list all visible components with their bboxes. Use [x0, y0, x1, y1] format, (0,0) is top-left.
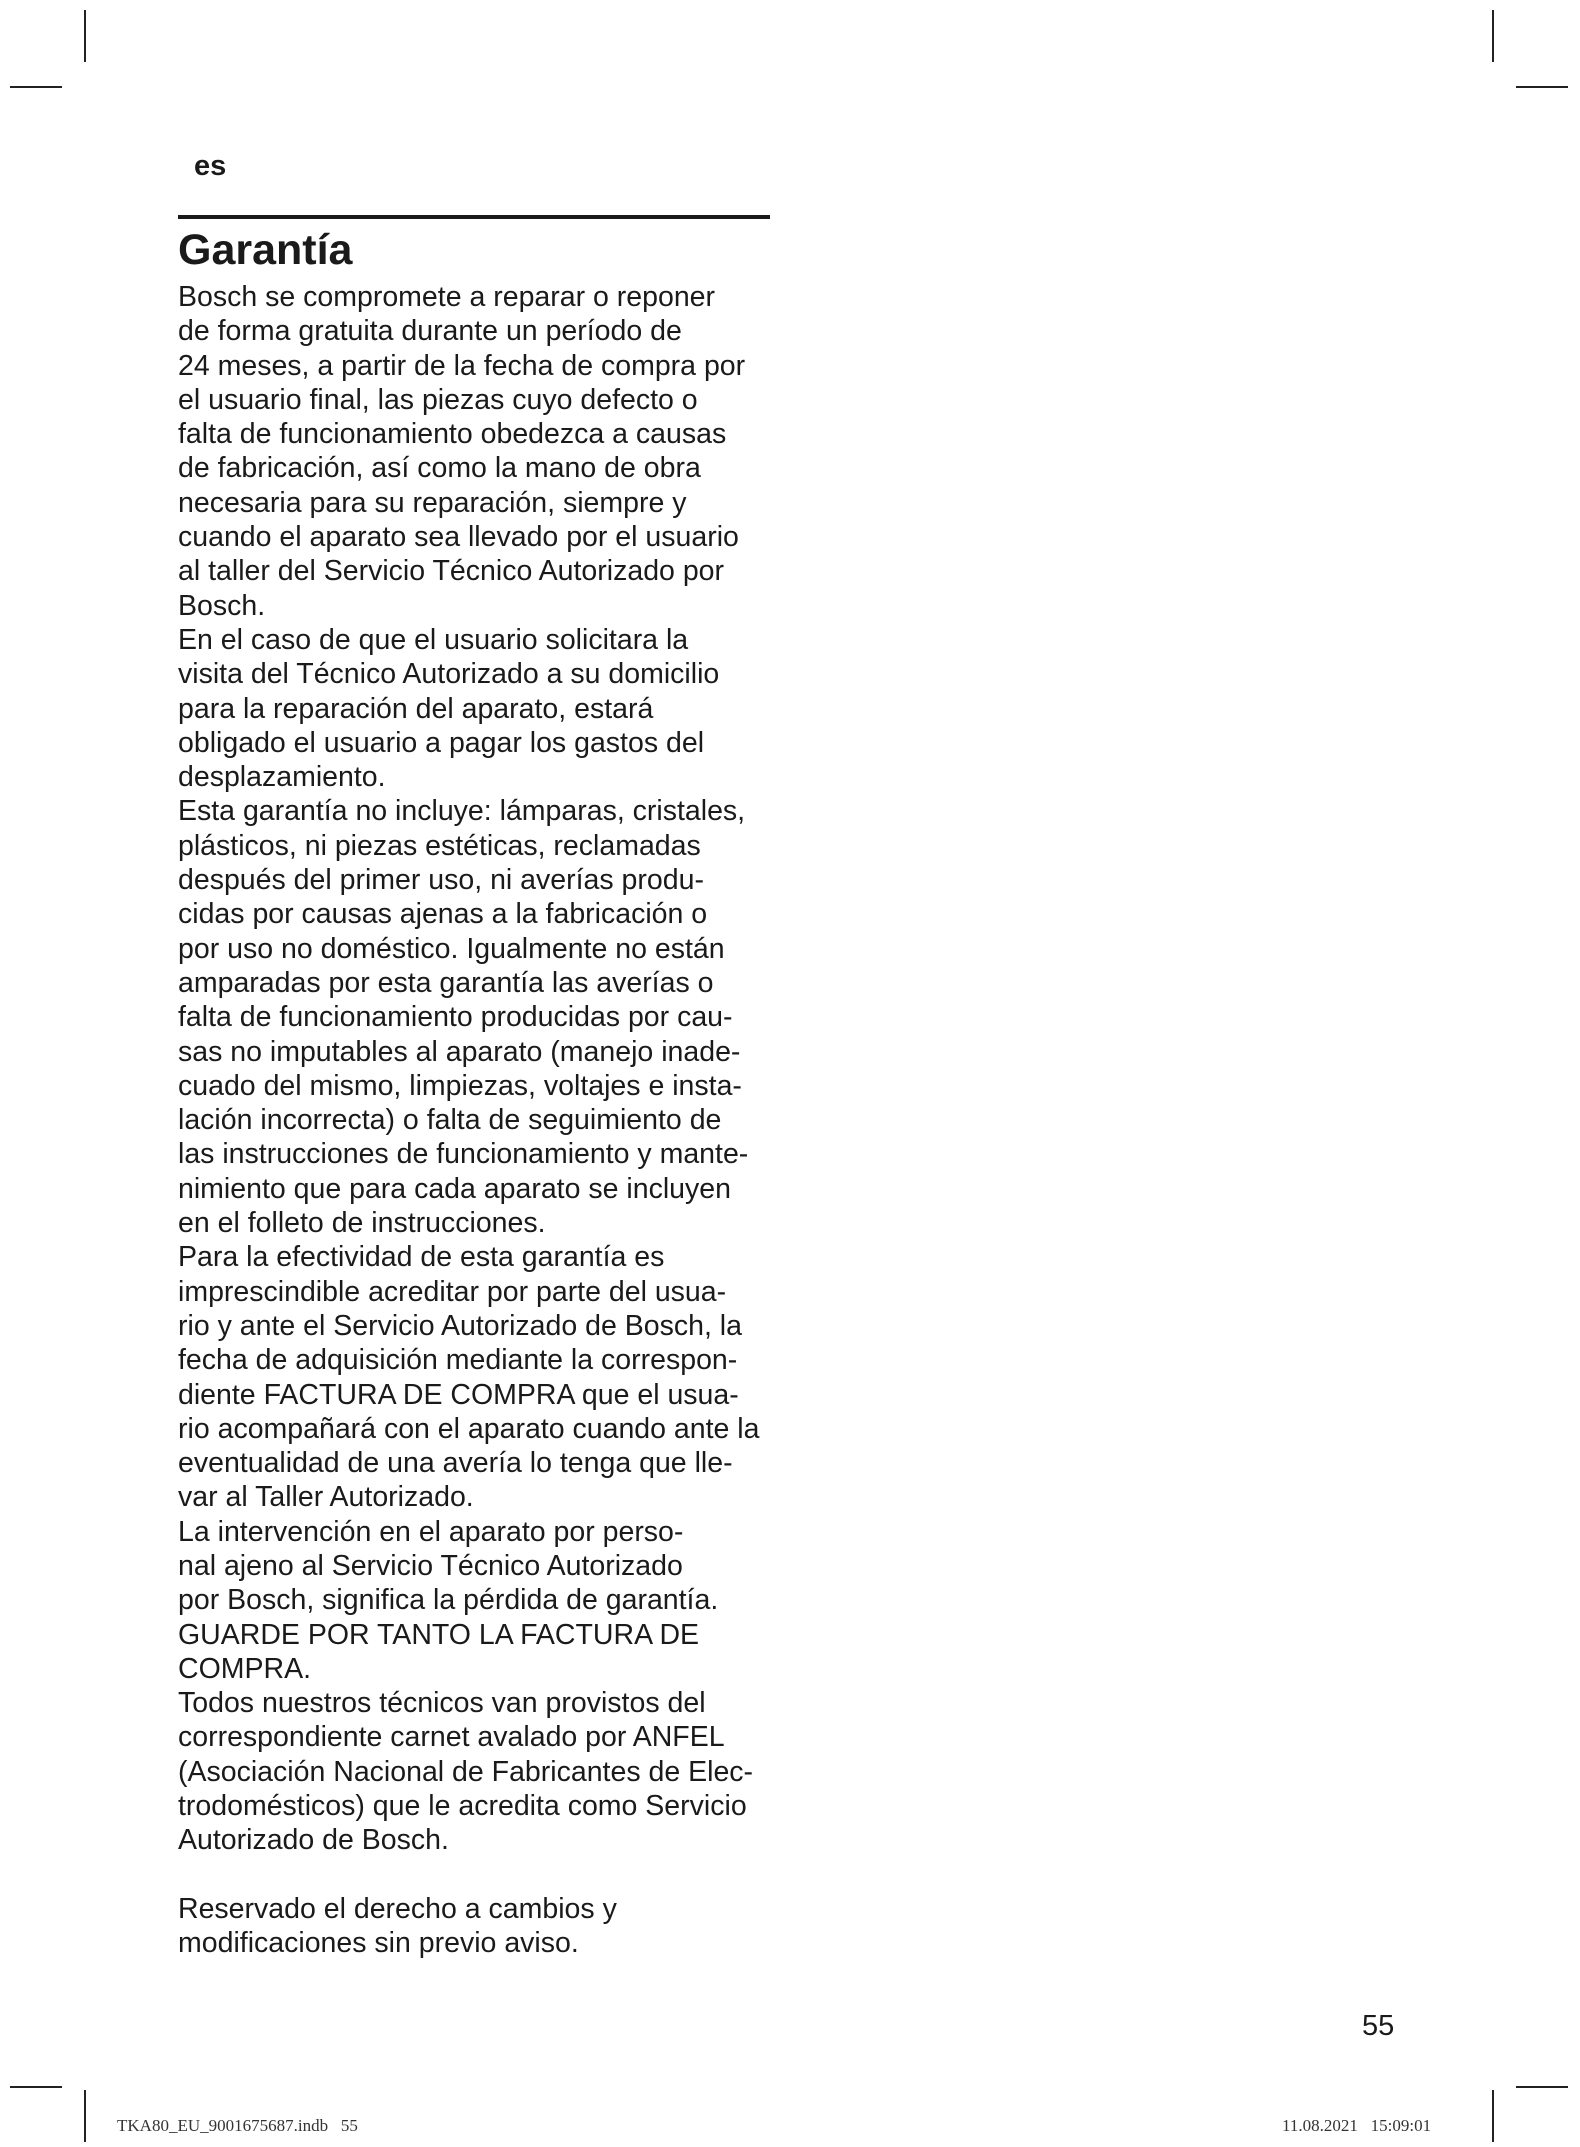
warranty-body [178, 280, 788, 1960]
paragraph-home-visit: En el caso de que el usuario solicitara la visita del Técnico Autorizado a su domicilio para la reparación del aparato, estará obligado el usuario a pagar los gastos del desplazamiento. [178, 623, 720, 794]
crop-mark-top-right-vertical [1492, 10, 1494, 62]
footer-file-name: TKA80_EU_9001675687.indb 55 [117, 2116, 358, 2135]
crop-mark-bottom-left-horizontal [10, 2086, 62, 2088]
language-code: es [194, 150, 227, 182]
paragraph-technicians: Todos nuestros técnicos van provistos del correspondiente carnet avalado por ANFEL (Asociación Nacional de Fabricantes de Elec- trodomésticos) que le acredita como Servicio Autorizado de Bosch. [178, 1687, 754, 1857]
crop-mark-bottom-right-horizontal [1516, 2086, 1568, 2088]
paragraph-unauthorized-repair: La intervención en el aparato por perso- nal ajeno al Servicio Técnico Autorizado por Bosch, significa la pérdida de garantía. GUARDE POR TANTO LA FACTURA DE COMPRA. [178, 1515, 719, 1685]
crop-mark-top-left-horizontal [10, 86, 62, 88]
paragraph-exclusions: Esta garantía no incluye: lámparas, cristales, plásticos, ni piezas estéticas, reclamadas después del primer uso, ni averías produ- cidas por causas ajenas a la fabricación o por uso no doméstico. Igualmente no están amparadas por esta garantía las averías o falta de funcionamiento producidas por cau- sas no imputables al aparato (manejo inade- cuado del mismo, limpiezas, voltajes e insta- lación incorrecta) o falta de seguimiento de las instrucciones de funcionamiento y mante- nimiento que para cada aparato se incluyen en el folleto de instrucciones. [178, 795, 749, 1240]
footer-timestamp: 11.08.2021 15:09:01 [1282, 2116, 1432, 2135]
closing-note: Reservado el derecho a cambios y modificaciones sin previo aviso. [178, 1892, 617, 1959]
section-rule [178, 215, 770, 219]
paragraph-proof-of-purchase: Para la efectividad de esta garantía es imprescindible acreditar por parte del usua- rio y ante el Servicio Autorizado de Bosch, la fecha de adquisición mediante la correspon- diente FACTURA DE COMPRA que el usua- rio acompañará con el aparato cuando ante la eventualidad de una avería lo tenga que lle- var al Taller Autorizado. [178, 1241, 760, 1514]
crop-mark-bottom-left-vertical [84, 2090, 86, 2142]
crop-mark-top-right-horizontal [1516, 86, 1568, 88]
crop-mark-bottom-right-vertical [1492, 2090, 1494, 2142]
paragraph-warranty-coverage: Bosch se compromete a reparar o reponer de forma gratuita durante un período de 24 meses, a partir de la fecha de compra por el usuario final, las piezas cuyo defecto o falta de funcionamiento obedezca a causas de fabricación, así como la mano de obra necesaria para su reparación, siempre y cuando el aparato sea llevado por el usuario al taller del Servicio Técnico Autorizado por Bosch. [178, 281, 746, 622]
page-number: 55 [1362, 2010, 1395, 2042]
section-title: Garantía [178, 226, 353, 274]
crop-mark-top-left-vertical [84, 10, 86, 62]
